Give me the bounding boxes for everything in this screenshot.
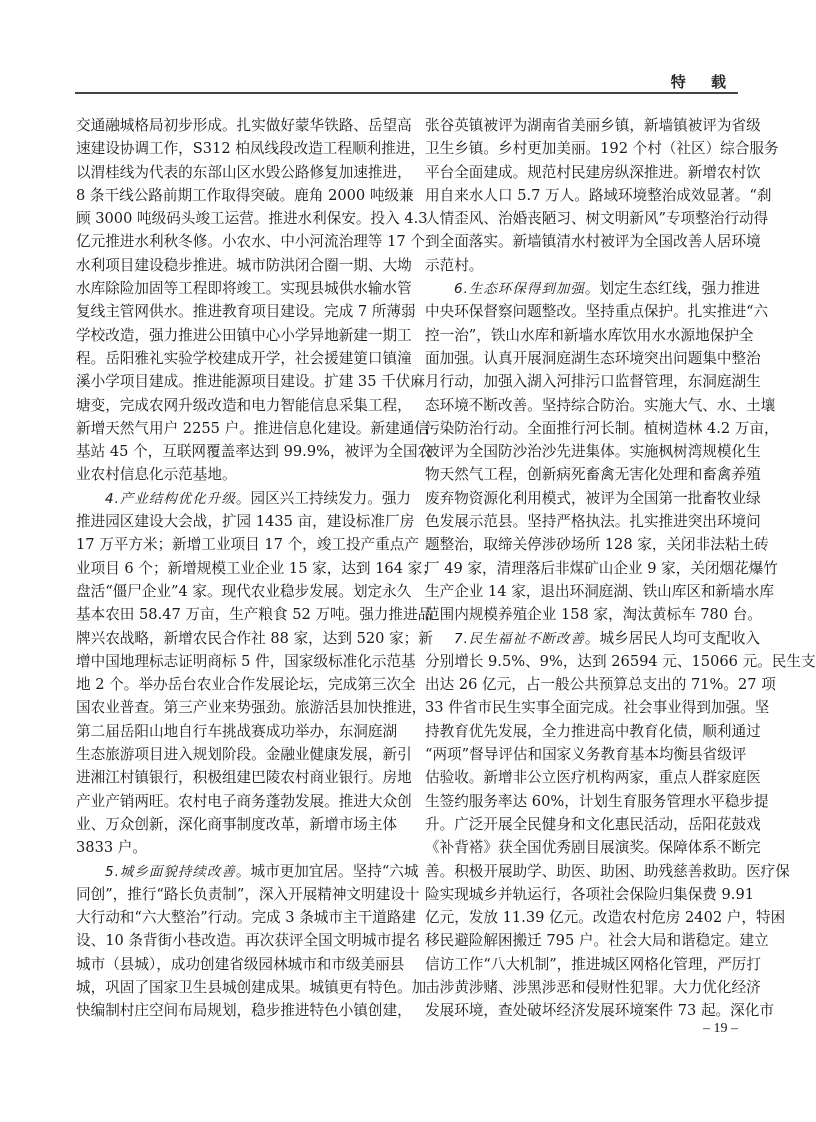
text-line: 业农村信息化示范基地。 (76, 466, 237, 484)
text-line: 亿元，发放 11.39 亿元。改造农村危房 2402 户，特困 (425, 909, 786, 927)
text-line: 中央环保督察问题整改。坚持重点保护。扎实推进“六 (425, 303, 769, 321)
text-line: 溪小学项目建成。推进能源项目建设。扩建 35 千伏麻 (76, 373, 425, 391)
text-line: 设、10 条背街小巷改造。再次获评全国文明城市提名 (76, 932, 421, 950)
text-line: 发展环境，查处破坏经济发展环境案件 73 起。深化市 (425, 1002, 774, 1020)
text-line: 升。广泛开展全民健身和文化惠民活动，岳阳花鼓戏 (425, 815, 761, 833)
text-line: 物天然气工程，创新病死畜禽无害化处理和畜禽养殖 (425, 466, 761, 484)
text-line: 学校改造，强力推进公田镇中心小学异地新建一期工 (76, 326, 412, 344)
text-line: 基本农田 58.47 万亩，生产粮食 52 万吨。强力推进品 (76, 606, 433, 624)
text-line: 盘活“僵尸企业”4 家。现代农业稳步发展。划定永久 (76, 582, 412, 600)
text-line: 城市（县城），成功创建省级园林城市和市级美丽县 (76, 955, 405, 973)
text-line: 题整治，取缔关停涉砂场所 128 家，关闭非法粘土砖 (425, 536, 769, 554)
text-line: 信访工作“八大机制”，推进城区网格化管理，严厉打 (425, 955, 761, 973)
text-line: 速建设协调工作，S312 柏凤线段改造工程顺利推进， (76, 140, 425, 158)
text-line: 分别增长 9.5%、9%，达到 26594 元、15066 元。民生支 (425, 652, 816, 670)
text-line: 月行动，加强入湖入河排污口监督管理，东洞庭湖生 (425, 373, 761, 391)
text-line: 牌兴农战略，新增农民合作社 88 家，达到 520 家；新 (76, 629, 433, 647)
text-line: “两项”督导评估和国家义务教育基本均衡县省级评 (425, 746, 747, 764)
section-lead-text: 。城乡居民人均可支配收入 (584, 629, 761, 647)
text-line: 厂 49 家，清理落后非煤矿山企业 9 家，关闭烟花爆竹 (425, 559, 778, 577)
text-line: 生签约服务率达 60%，计划生育服务管理水平稳步提 (425, 792, 769, 810)
text-line: 快编制村庄空间布局规划，稳步推进特色小镇创建， (76, 1002, 412, 1020)
text-line: 进湘江村镇银行，积极组建巴陵农村商业银行。房地 (76, 769, 412, 787)
text-line: 示范村。 (425, 256, 484, 274)
text-line: 塘变，完成农网升级改造和电力智能信息采集工程， (76, 396, 412, 414)
text-line: 17 万平方米；新增工业项目 17 个，竣工投产重点产 (76, 536, 419, 554)
section-lead-text: 。城市更加宜居。坚持“六城 (235, 862, 419, 880)
text-line: 面加强。认真开展洞庭湖生态环境突出问题集中整治 (425, 349, 761, 367)
text-line: 平台全面建成。规范村民建房纵深推进。新增农村饮 (425, 163, 761, 181)
section-first-line (76, 487, 412, 510)
left-column (76, 114, 437, 1023)
text-line: 控一治”，铁山水库和新墙水库饮用水水源地保护全 (425, 326, 754, 344)
text-line: 顾 3000 吨级码头竣工运营。推进水利保安。投入 4.3 (76, 210, 428, 228)
section-lead-text: 。划定生态红线，强力推进 (584, 280, 761, 298)
text-line: 估验收。新增非公立医疗机构两家，重点人群家庭医 (425, 769, 761, 787)
text-line: 水库除险加固等工程即将竣工。实现县城供水输水管 (76, 280, 412, 298)
section-first-line (76, 860, 419, 883)
text-line: 态环境不断改善。坚持综合防治。实施大气、水、土壤 (425, 396, 776, 414)
text-line: 交通融城格局初步形成。扎实做好蒙华铁路、岳望高 (76, 117, 412, 134)
text-line: 国农业普查。第三产业来势强劲。旅游活县加快推进， (76, 699, 427, 717)
text-line: 地 2 个。举办岳台农业合作发展论坛，完成第三次全 (76, 676, 416, 694)
section-heading: 5.城乡面貌持续改善 (105, 863, 236, 880)
text-line: 到全面落实。新墙镇清水村被评为全国改善人居环境 (425, 233, 761, 251)
text-line: 色发展示范县。坚持严格执法。扎实推进突出环境问 (425, 513, 761, 531)
text-line: 险实现城乡并轨运行，各项社会保险归集保费 9.91 (425, 885, 755, 903)
text-line: 出达 26 亿元，占一般公共预算总支出的 71%。27 项 (425, 676, 776, 694)
text-line: 卫生乡镇。乡村更加美丽。192 个村（社区）综合服务 (425, 140, 779, 158)
text-line: 大行动和“六大整治”行动。完成 3 条城市主干道路建 (76, 909, 416, 927)
text-line: 亿元推进水利秋冬修。小农水、中小河流治理等 17 个 (76, 233, 425, 251)
section-heading: 4.产业结构优化升级 (105, 490, 236, 507)
text-line: 生态旅游项目进入规划阶段。金融业健康发展，新引 (76, 746, 412, 764)
text-line: 生产企业 14 家，退出环洞庭湖、铁山库区和新墙水库 (425, 582, 774, 600)
text-line: 《补背褡》获全国优秀剧目展演奖。保障体系不断完 (425, 839, 761, 857)
page-number: – 19 – (703, 1021, 738, 1036)
text-line: 人情歪风、治婚丧陋习、树文明新风”专项整治行动得 (425, 210, 769, 228)
text-line: 基站 45 个，互联网覆盖率达到 99.9%，被评为全国农 (76, 443, 433, 461)
text-line: 业项目 6 个；新增规模工业企业 15 家，达到 164 家； (76, 559, 437, 577)
text-line: 废弃物资源化利用模式，被评为全国第一批畜牧业绿 (425, 489, 761, 507)
text-line: 被评为全国防沙治沙先进集体。实施枫树湾规模化生 (425, 443, 761, 461)
section-lead-text: 。园区兴工持续发力。强力 (235, 489, 412, 507)
text-line: 业、万众创新，深化商事制度改革，新增市场主体 (76, 815, 398, 833)
text-line: 8 条干线公路前期工作取得突破。鹿角 2000 吨级兼 (76, 186, 414, 204)
section-first-line (425, 277, 761, 300)
header-section-title: 特 载 (670, 73, 736, 91)
text-line: 3833 户。 (76, 839, 147, 857)
text-line: 用自来水人口 5.7 万人。路域环境整治成效显著。“刹 (425, 186, 772, 204)
text-line: 善。积极开展助学、助医、助困、助残慈善救助。医疗保 (425, 862, 790, 880)
section-first-line (425, 627, 761, 650)
text-line: 以渭桂线为代表的东部山区水毁公路修复加速推进， (76, 163, 412, 181)
text-line: 推进园区建设大会战，扩园 1435 亩，建设标准厂房 (76, 513, 415, 531)
text-line: 33 件省市民生实事全面完成。社会事业得到加强。坚 (425, 699, 770, 717)
header-rule (75, 92, 738, 94)
text-line: 增中国地理标志证明商标 5 件，国家级标准化示范基 (76, 652, 416, 670)
text-line: 张谷英镇被评为湖南省美丽乡镇，新墙镇被评为省级 (425, 117, 761, 134)
text-line: 产业产销两旺。农村电子商务蓬勃发展。推进大众创 (76, 792, 412, 810)
text-line: 污染防治行动。全面推行河长制。植树造林 4.2 万亩， (425, 419, 779, 437)
text-line: 击涉黄涉赌、涉黑涉恶和侵财性犯罪。大力优化经济 (425, 978, 761, 996)
section-heading: 7.民生福祉不断改善 (454, 630, 585, 647)
text-line: 持教育优先发展，全力推进高中教育化债，顺利通过 (425, 722, 761, 740)
text-line: 范围内规模养殖企业 158 家，淘汰黄标车 780 台。 (425, 606, 762, 624)
text-line: 城，巩固了国家卫生县城创建成果。城镇更有特色。加 (76, 978, 427, 996)
text-line: 水利项目建设稳步推进。城市防洪闭合圈一期、大坳 (76, 256, 412, 274)
text-line: 第二届岳阳山地自行车挑战赛成功举办，东洞庭湖 (76, 722, 398, 740)
text-line: 同创”，推行“路长负责制”，深入开展精神文明建设十 (76, 885, 420, 903)
text-line: 复线主管网供水。推进教育项目建设。完成 7 所薄弱 (76, 303, 416, 321)
text-line: 新增天然气用户 2255 户。推进信息化建设。新建通信 (76, 419, 429, 437)
text-line: 移民避险解困搬迁 795 户。社会大局和谐稳定。建立 (425, 932, 769, 950)
right-column (425, 114, 816, 1023)
text-line: 程。岳阳雅礼实验学校建成开学，社会援建筻口镇潼 (76, 349, 412, 367)
section-heading: 6.生态环保得到加强 (454, 281, 585, 298)
